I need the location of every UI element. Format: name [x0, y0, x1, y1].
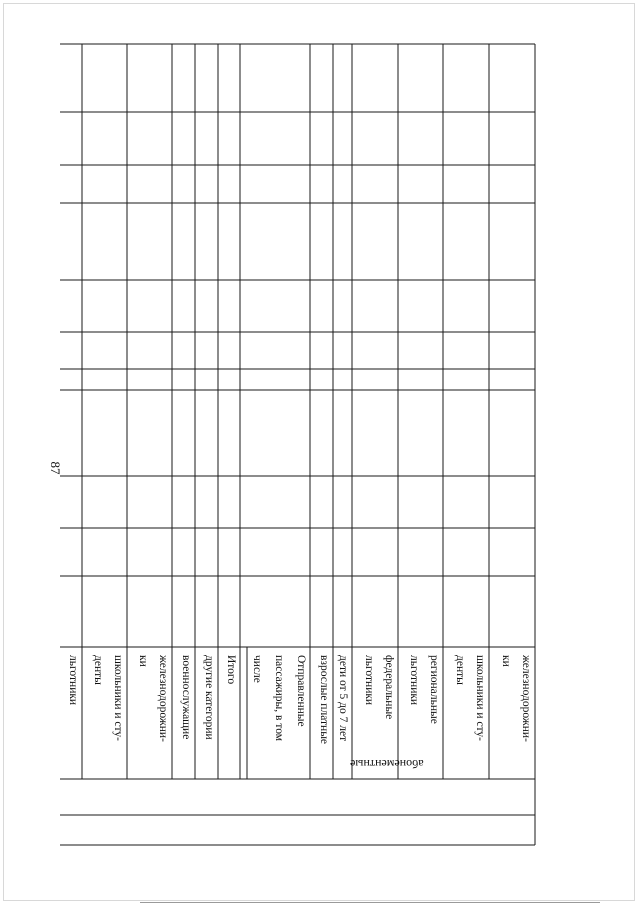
row-label-benefit: льготники — [67, 655, 79, 706]
row-label-adults: взрослые платные — [318, 655, 330, 745]
row-label-railway-2: железнодорожни- ки — [500, 655, 532, 742]
row-label-railway: железнодорожни- ки — [137, 655, 169, 742]
row-label-total: Итого — [225, 655, 237, 685]
row-label-military: военнослужащие — [180, 655, 192, 740]
row-label-dispatched: Отправленные пассажиры, в том числе — [251, 655, 307, 742]
row-label-regional: региональные льготники — [408, 655, 440, 724]
row-label-other: другие категории — [203, 655, 215, 740]
page-number: 87 — [48, 461, 63, 475]
row-label-students-2: школьники и сту- денты — [454, 655, 486, 741]
row-label-federal: федеральные льготники — [363, 655, 395, 720]
row-label-students: школьники и сту- денты — [92, 655, 124, 741]
row-label-children: дети от 5 до 7 лет — [337, 655, 349, 742]
group-label-season-tickets: абонементные — [350, 757, 424, 771]
